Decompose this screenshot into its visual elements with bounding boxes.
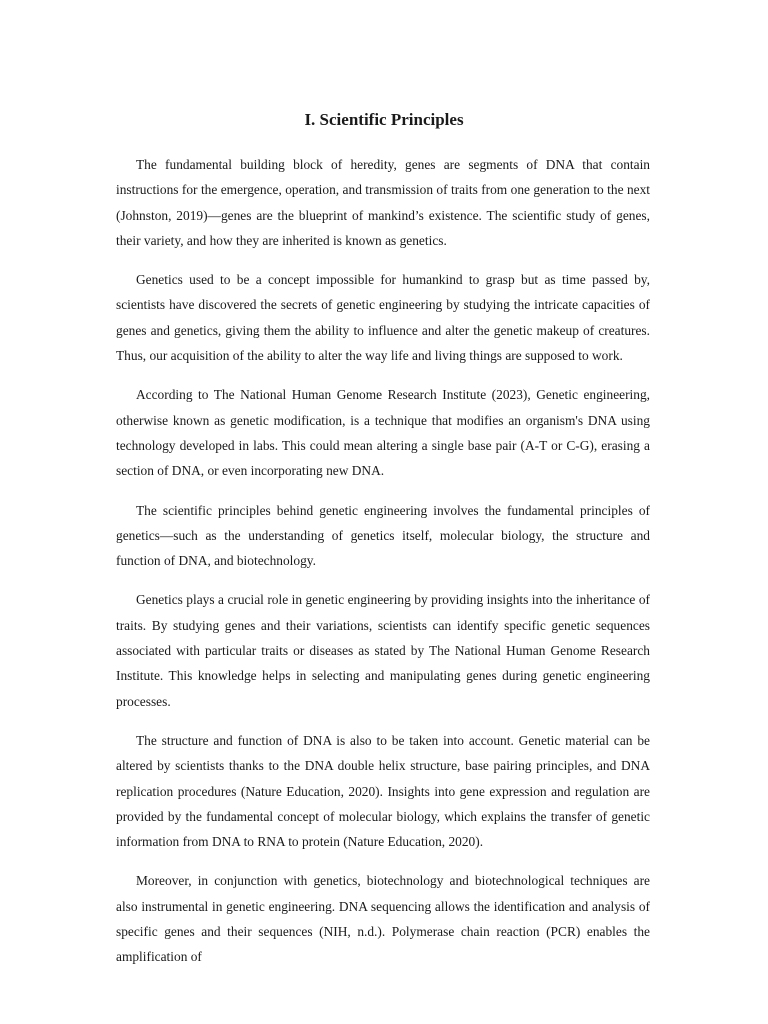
paragraph-6: The structure and function of DNA is also to be taken into account. Genetic material can be altered by scientists thanks to the DNA double helix structure, base pairing principles, and DNA replication procedures (Nature Education, 2020). Insights into gene expression and regulation are provided by the fundamental concept of molecular biology, which explains the transfer of genetic information from DNA to RNA to protein (Nature Education, 2020). (116, 732, 650, 850)
paragraph-7: Moreover, in conjunction with genetics, biotechnology and biotechnological techniques are also instrumental in genetic engineering. DNA sequencing allows the identification and analysis of specific genes and their sequences (NIH, n.d.). Polymerase chain reaction (PCR) enables the amplification of (116, 873, 650, 965)
paragraph-3: According to The National Human Genome Research Institute (2023), Genetic engineering, otherwise known as genetic modification, is a technique that modifies an organism's DNA using technology developed in labs. This could mean altering a single base pair (A-T or C-G), erasing a section of DNA, or even incorporating new DNA. (116, 387, 650, 479)
document-body (116, 152, 650, 984)
paragraph-5: Genetics plays a crucial role in genetic engineering by providing insights into the inheritance of traits. By studying genes and their variations, scientists can identify specific genetic sequences associated with particular traits or diseases as stated by The National Human Genome Research Institute. This knowledge helps in selecting and manipulating genes during genetic engineering processes. (116, 592, 650, 709)
paragraph-1: The fundamental building block of heredity, genes are segments of DNA that contain instructions for the emergence, operation, and transmission of traits from one generation to the next (Johnston, 2019)—genes are the blueprint of mankind’s existence. The scientific study of genes, their variety, and how they are inherited is known as genetics. (116, 157, 650, 248)
section-title: I. Scientific Principles (304, 110, 464, 129)
paragraph-2: Genetics used to be a concept impossible for humankind to grasp but as time passed by, scientists have discovered the secrets of genetic engineering by studying the intricate capacities of genes and genetics, giving them the ability to influence and alter the genetic makeup of creatures. Thus, our acquisition of the ability to alter the way life and living things are supposed to work. (116, 272, 650, 364)
paragraph-4: The scientific principles behind genetic engineering involves the fundamental principles of genetics—such as the understanding of genetics itself, molecular biology, the structure and function of DNA, and biotechnology. (116, 502, 650, 569)
